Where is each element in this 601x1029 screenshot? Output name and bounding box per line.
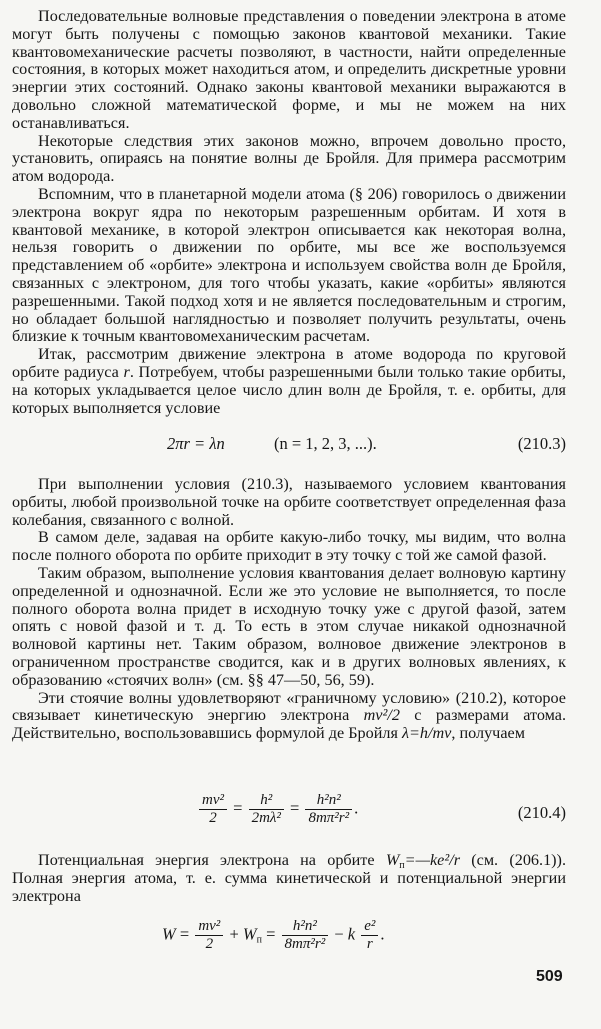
paragraph-9-text-a: Потенциальная энергия электрона на орбите bbox=[38, 851, 386, 869]
eq2-fraction-3: $\frac{\text{h²n²}}{\text{8mπ²r²}}$ bbox=[305, 792, 352, 827]
paragraph-5: При выполнении условия (210.3), называемого условием квантования орбиты, любой произвольной точке на орбите соответствует определенная фаза колебания, связанного с волной. bbox=[12, 475, 566, 529]
text-block-middle bbox=[12, 476, 566, 743]
paragraph-9 bbox=[12, 852, 566, 905]
equation-210-3-number: (210.3) bbox=[517, 434, 566, 453]
eq3-fraction-2: $\frac{\text{h²n²}}{\text{8mπ²r²}}$ bbox=[282, 918, 329, 953]
paragraph-8-text-b: с размерами атома. Действительно, воспользовавшись формулой де Бройля bbox=[12, 706, 566, 743]
paragraph-8-kinetic-energy: mv²/2 bbox=[363, 706, 400, 725]
paragraph-1: Последовательные волновые представления о поведении электрона в атоме могут быть получены с помощью законов квантовой механики. Такие квантовомеханические расчеты позволяют, в частности, найти определенные состояния, в которых может находиться атом, и определить дискретные уровни энергии этих состояний. Однако законы квантовой механики выражаются в довольно сложной математической форме, и мы не можем на них останавливаться. bbox=[12, 7, 566, 132]
paragraph-9-sub-p: п bbox=[399, 860, 405, 871]
equation-210-3-condition: (n = 1, 2, 3, ...). bbox=[274, 434, 377, 453]
paragraph-9-var-w: W bbox=[385, 851, 400, 869]
paragraph-6: В самом деле, задавая на орбите какую-либо точку, мы видим, что волна после полного оборота по орбите приходит в эту точку с той же самой фазой. bbox=[12, 528, 566, 565]
paragraph-4-text-b: . Потребуем, чтобы разрешенными были только такие орбиты, на которых укладывается целое число длин волн де Бройля, т. е. орбиты, для которых выполняется условие bbox=[12, 362, 566, 417]
paragraph-3: Вспомним, что в планетарной модели атома (§ 206) говорилось о движении электрона вокруг ядра по некоторым разрешенным орбитам. И хотя в квантовой механике, в которой электрон описывается как некоторая волна, нельзя говорить о движении по орбите, мы все же воспользуемся представлением об «орбите» электрона и используем свойства волн де Бройля, связанных с электроном, для того чтобы указать, какие «орбиты» являются разрешенными. Такой подход хотя и не является последовательным и строгим, но обладает большой наглядностью и позволяет получить результаты, очень близкие к точным квантовомеханическим расчетам. bbox=[12, 184, 566, 346]
paragraph-7: Таким образом, выполнение условия квантования делает волновую картину определенной и однозначной. Если же это условие не выполняется, то после полного оборота волна придет в исходную точку уже с другой фазой, затем опять с новой фазой и т. д. То есть в этом случае никакой однозначной волновой картины нет. Таким образом, волновое движение электронов в ограниченном пространстве сводится, как и в других волновых явлениях, к образованию «стоячих волн» (см. §§ 47—50, 56, 59). bbox=[12, 563, 566, 689]
paragraph-8-text-c: , получаем bbox=[451, 724, 525, 743]
paragraph-9-text-b: (см. (206.1)). Полная энергия атома, т. е. сумма кинетической и потенциальной энергии электрона bbox=[12, 851, 566, 905]
paragraph-4-var-r: r bbox=[123, 362, 130, 381]
equation-210-4-body: $\frac{\text{mv²}}{2}$ = $\frac{\text{h²}}{\text{2mλ²}}$ = $\frac{\text{h²n²}}{\text{8mπ²r²}}$ . bbox=[197, 792, 358, 827]
eq2-fraction-2: $\frac{\text{h²}}{\text{2mλ²}}$ bbox=[249, 792, 284, 827]
paragraph-2: Некоторые следствия этих законов можно, впрочем довольно просто, установить, опираясь на понятие волны де Бройля. Для примера рассмотрим атом водорода. bbox=[12, 131, 566, 186]
text-block-top bbox=[12, 8, 566, 417]
equation-210-4-number: (210.4) bbox=[517, 803, 566, 822]
eq3-fraction-1: $\frac{\text{mv²}}{2}$ bbox=[195, 918, 223, 953]
eq2-fraction-1: $\frac{\text{mv²}}{2}$ bbox=[199, 792, 227, 827]
eq3-fraction-3: $\frac{\text{e²}}{r}$ bbox=[361, 918, 378, 953]
equation-210-3-lhs: 2πr = λn bbox=[167, 434, 225, 453]
paragraph-8-de-broglie: λ=h/mv bbox=[401, 724, 452, 743]
text-block-bottom bbox=[12, 852, 566, 905]
page-number: 509 bbox=[536, 968, 563, 985]
paragraph-8-text-a: Эти стоячие волны удовлетворяют «граничному условию» (210.2), которое связывает кинетическую энергию электрона bbox=[12, 688, 566, 725]
paragraph-4-text-a: Итак, рассмотрим движение электрона в атоме водорода по круговой орбите радиуса bbox=[12, 345, 566, 381]
paragraph-4 bbox=[12, 346, 566, 417]
equation-total-energy-body: W = $\frac{\text{mv²}}{2}$ + $W_п$ = $\frac{\text{h²n²}}{\text{8mπ²r²}}$ − k $\frac{\text{e²}}{r}$ . bbox=[162, 918, 385, 952]
paragraph-8 bbox=[12, 690, 566, 743]
paragraph-9-potential: =—ke²/r bbox=[404, 851, 460, 869]
